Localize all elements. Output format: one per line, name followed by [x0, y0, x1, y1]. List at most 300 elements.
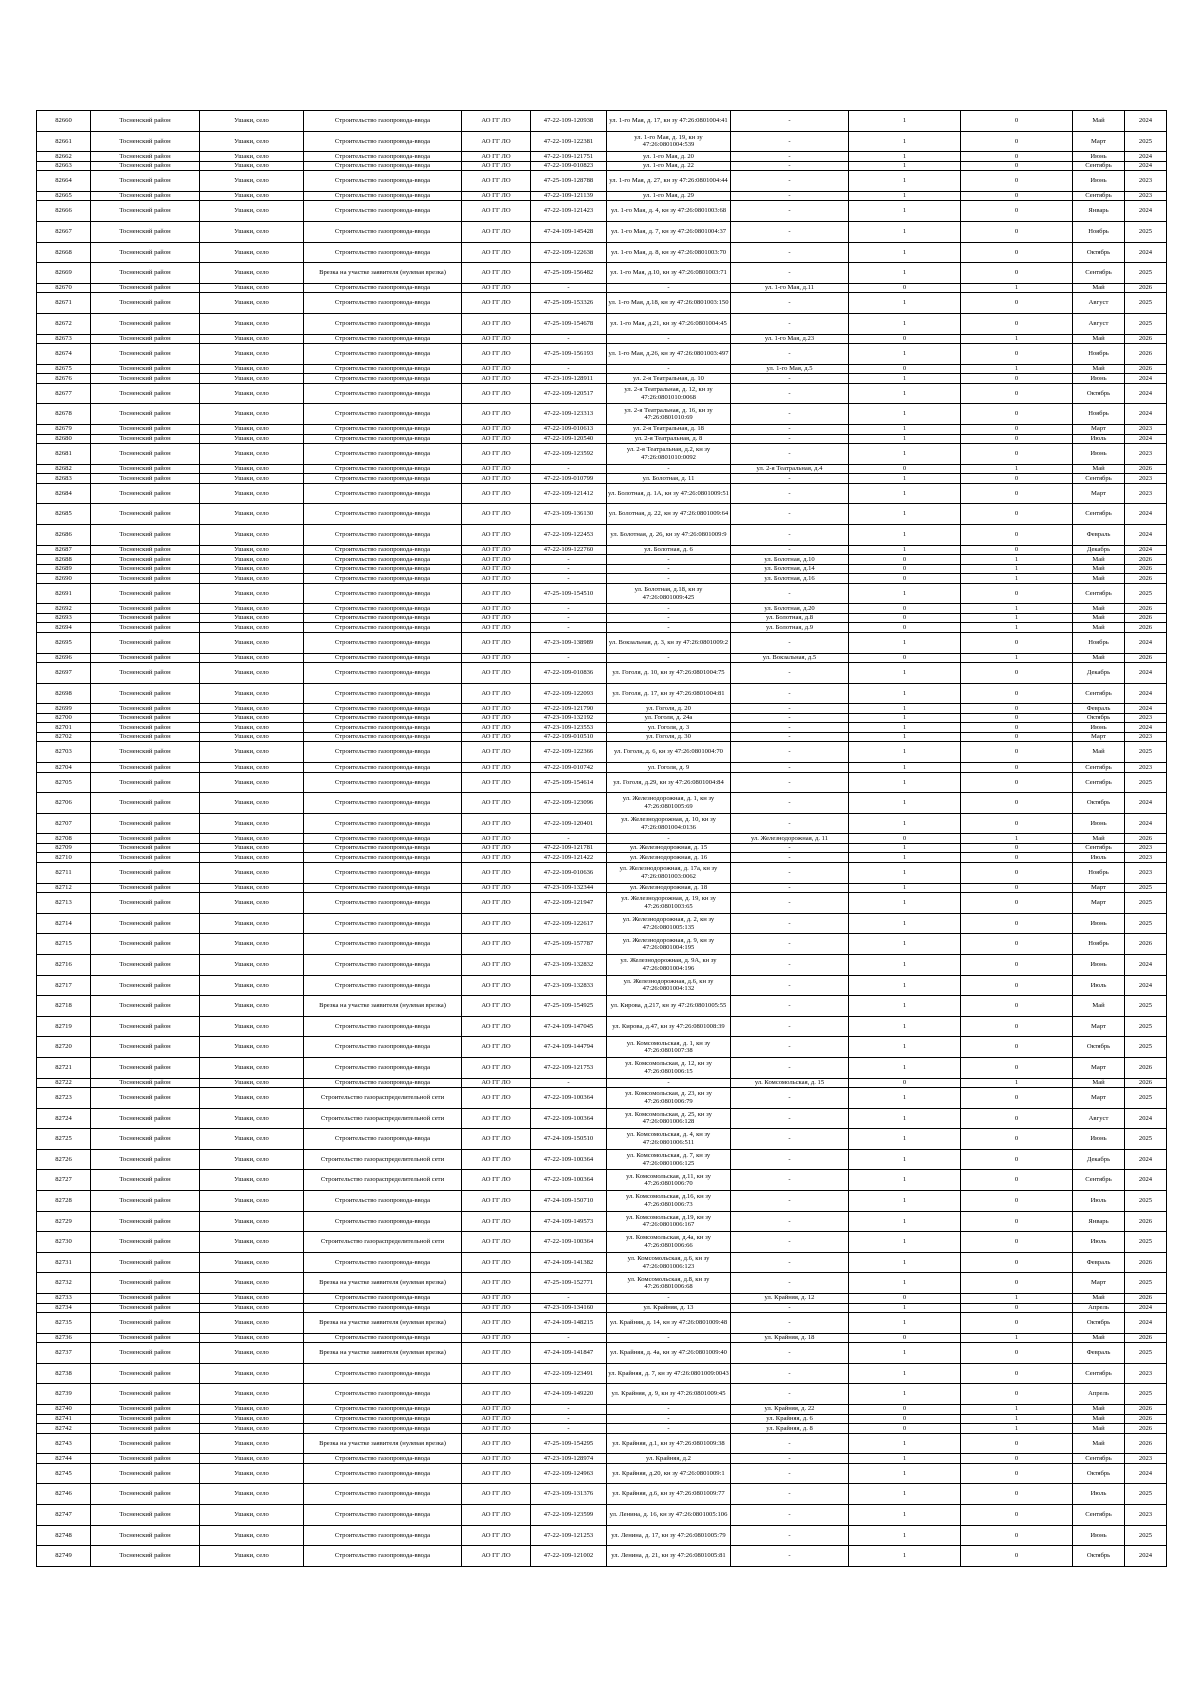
cell-count-planned: 0 — [961, 171, 1073, 192]
cell-year: 2023 — [1125, 424, 1167, 434]
cell-month: Июль — [1073, 853, 1125, 863]
cell-count-planned: 0 — [961, 1232, 1073, 1253]
table-row — [37, 201, 1167, 222]
cell-row-number: 82748 — [37, 1525, 91, 1546]
cell-address-cadastral: ул. Болотная, д. 26, кн зу 47:26:0801009:9 — [607, 524, 731, 545]
cell-work-type: Строительство газопровода-ввода — [304, 623, 462, 633]
cell-district: Тосненский район — [91, 545, 200, 555]
cell-application-number: - — [531, 1078, 607, 1088]
cell-month: Февраль — [1073, 704, 1125, 714]
cell-month: Май — [1073, 1433, 1125, 1454]
cell-address-cadastral: - — [607, 1424, 731, 1434]
cell-year: 2026 — [1125, 1293, 1167, 1303]
cell-row-number: 82669 — [37, 263, 91, 284]
cell-settlement: Ушаки, село — [200, 1363, 304, 1384]
cell-year: 2026 — [1125, 613, 1167, 623]
cell-address-planned: - — [731, 732, 849, 742]
cell-application-number: - — [531, 1405, 607, 1415]
cell-address-planned: - — [731, 913, 849, 934]
cell-month: Сентябрь — [1073, 772, 1125, 793]
cell-count-planned: 0 — [961, 843, 1073, 853]
cell-application-number: 47-22-109-123491 — [531, 1363, 607, 1384]
cell-row-number: 82691 — [37, 583, 91, 604]
cell-operator: АО ГГ ЛО — [462, 564, 531, 574]
cell-month: Март — [1073, 131, 1125, 152]
cell-month: Февраль — [1073, 1343, 1125, 1364]
cell-year: 2025 — [1125, 293, 1167, 314]
cell-application-number: - — [531, 834, 607, 844]
cell-count-contracted: 1 — [849, 161, 961, 171]
cell-count-planned: 0 — [961, 474, 1073, 484]
cell-operator: АО ГГ ЛО — [462, 1454, 531, 1464]
cell-work-type: Строительство газопровода-ввода — [304, 283, 462, 293]
cell-address-planned: - — [731, 434, 849, 444]
cell-month: Март — [1073, 1088, 1125, 1109]
cell-year: 2025 — [1125, 583, 1167, 604]
cell-row-number: 82708 — [37, 834, 91, 844]
cell-address-planned: - — [731, 374, 849, 384]
cell-count-planned: 0 — [961, 1252, 1073, 1273]
cell-address-planned: - — [731, 843, 849, 853]
cell-month: Октябрь — [1073, 1037, 1125, 1058]
cell-settlement: Ушаки, село — [200, 843, 304, 853]
cell-operator: АО ГГ ЛО — [462, 934, 531, 955]
cell-application-number: 47-22-109-124963 — [531, 1463, 607, 1484]
cell-year: 2025 — [1125, 131, 1167, 152]
cell-count-planned: 0 — [961, 152, 1073, 162]
cell-operator: АО ГГ ЛО — [462, 704, 531, 714]
cell-address-planned: - — [731, 1252, 849, 1273]
cell-month: Сентябрь — [1073, 191, 1125, 201]
cell-application-number: 47-23-109-134160 — [531, 1303, 607, 1313]
cell-work-type: Строительство газопровода-ввода — [304, 383, 462, 404]
table-row — [37, 383, 1167, 404]
cell-count-contracted: 1 — [849, 201, 961, 222]
cell-work-type: Строительство газопровода-ввода — [304, 763, 462, 773]
cell-address-cadastral: ул. Железнодорожная, д. 15 — [607, 843, 731, 853]
cell-month: Май — [1073, 1333, 1125, 1343]
cell-count-planned: 0 — [961, 853, 1073, 863]
cell-address-planned: - — [731, 713, 849, 723]
cell-work-type: Строительство газопровода-ввода — [304, 131, 462, 152]
cell-year: 2024 — [1125, 1303, 1167, 1313]
cell-operator: АО ГГ ЛО — [462, 1424, 531, 1434]
cell-address-cadastral: ул. 1-го Мая, д. 29 — [607, 191, 731, 201]
table-row — [37, 191, 1167, 201]
cell-application-number: 47-22-109-121002 — [531, 1546, 607, 1567]
cell-count-planned: 0 — [961, 383, 1073, 404]
cell-application-number: 47-22-109-123599 — [531, 1504, 607, 1525]
cell-work-type: Строительство газопровода-ввода — [304, 834, 462, 844]
cell-work-type: Строительство газопровода-ввода — [304, 1293, 462, 1303]
cell-count-planned: 0 — [961, 732, 1073, 742]
cell-address-planned: - — [731, 1129, 849, 1150]
cell-address-cadastral: ул. Гоголя, д. 30 — [607, 732, 731, 742]
cell-work-type: Строительство газопровода-ввода — [304, 1078, 462, 1088]
cell-count-contracted: 0 — [849, 555, 961, 565]
cell-row-number: 82680 — [37, 434, 91, 444]
table-row — [37, 1343, 1167, 1364]
cell-row-number: 82720 — [37, 1037, 91, 1058]
cell-settlement: Ушаки, село — [200, 1252, 304, 1273]
cell-year: 2026 — [1125, 574, 1167, 584]
cell-count-contracted: 1 — [849, 152, 961, 162]
cell-year: 2026 — [1125, 464, 1167, 474]
cell-count-contracted: 0 — [849, 1405, 961, 1415]
cell-row-number: 82714 — [37, 913, 91, 934]
table-row — [37, 813, 1167, 834]
cell-address-cadastral: ул. Железнодорожная, д. 16 — [607, 853, 731, 863]
cell-operator: АО ГГ ЛО — [462, 574, 531, 584]
cell-operator: АО ГГ ЛО — [462, 1057, 531, 1078]
cell-work-type: Строительство газопровода-ввода — [304, 293, 462, 314]
cell-address-cadastral: ул. Крайняя, д. 13 — [607, 1303, 731, 1313]
cell-address-cadastral: - — [607, 555, 731, 565]
cell-count-contracted: 0 — [849, 834, 961, 844]
cell-application-number: 47-22-109-100364 — [531, 1232, 607, 1253]
cell-row-number: 82681 — [37, 444, 91, 465]
cell-month: Декабрь — [1073, 545, 1125, 555]
cell-month: Март — [1073, 893, 1125, 914]
cell-row-number: 82733 — [37, 1293, 91, 1303]
cell-work-type: Строительство газопровода-ввода — [304, 742, 462, 763]
cell-address-planned: - — [731, 293, 849, 314]
cell-year: 2024 — [1125, 545, 1167, 555]
cell-operator: АО ГГ ЛО — [462, 545, 531, 555]
cell-row-number: 82724 — [37, 1108, 91, 1129]
cell-work-type: Врезка на участке заявителя (нулевая врезка) — [304, 1343, 462, 1364]
table-row — [37, 283, 1167, 293]
cell-address-cadastral: ул. Комсомольская, д.4а, кн зу 47:26:0801006:66 — [607, 1232, 731, 1253]
cell-settlement: Ушаки, село — [200, 632, 304, 653]
cell-operator: АО ГГ ЛО — [462, 1463, 531, 1484]
cell-count-planned: 0 — [961, 434, 1073, 444]
cell-address-cadastral: ул. 1-го Мая, д.26, кн зу 47:26:0801003:497 — [607, 344, 731, 365]
table-row — [37, 834, 1167, 844]
cell-operator: АО ГГ ЛО — [462, 1232, 531, 1253]
cell-address-cadastral: ул. Гоголя, д. 6, кн зу 47:26:0801004:70 — [607, 742, 731, 763]
table-row — [37, 843, 1167, 853]
cell-address-planned: - — [731, 1057, 849, 1078]
table-row — [37, 1252, 1167, 1273]
cell-application-number: 47-25-109-154925 — [531, 996, 607, 1017]
cell-row-number: 82703 — [37, 742, 91, 763]
cell-count-planned: 0 — [961, 263, 1073, 284]
cell-count-planned: 0 — [961, 713, 1073, 723]
cell-month: Май — [1073, 364, 1125, 374]
cell-settlement: Ушаки, село — [200, 583, 304, 604]
table-row — [37, 313, 1167, 334]
cell-settlement: Ушаки, село — [200, 374, 304, 384]
table-row — [37, 334, 1167, 344]
cell-year: 2026 — [1125, 623, 1167, 633]
table-row — [37, 222, 1167, 243]
cell-application-number: 47-22-109-010636 — [531, 863, 607, 884]
cell-work-type: Строительство газораспределительной сети — [304, 1088, 462, 1109]
cell-row-number: 82746 — [37, 1484, 91, 1505]
table-row — [37, 653, 1167, 663]
cell-row-number: 82707 — [37, 813, 91, 834]
cell-address-planned: - — [731, 545, 849, 555]
cell-address-cadastral: ул. Комсомольская, д. 7, кн зу 47:26:0801006:125 — [607, 1149, 731, 1170]
cell-application-number: 47-22-109-120401 — [531, 813, 607, 834]
cell-row-number: 82716 — [37, 954, 91, 975]
cell-district: Тосненский район — [91, 313, 200, 334]
cell-work-type: Строительство газопровода-ввода — [304, 201, 462, 222]
table-row — [37, 483, 1167, 504]
cell-count-planned: 0 — [961, 1108, 1073, 1129]
cell-work-type: Строительство газопровода-ввода — [304, 954, 462, 975]
cell-month: Сентябрь — [1073, 683, 1125, 704]
cell-address-cadastral: ул. Гоголя, д. 3 — [607, 723, 731, 733]
cell-application-number: 47-22-109-121412 — [531, 483, 607, 504]
cell-address-cadastral: ул. Комсомольская, д.19, кн зу 47:26:0801006:167 — [607, 1211, 731, 1232]
cell-operator: АО ГГ ЛО — [462, 853, 531, 863]
cell-settlement: Ушаки, село — [200, 504, 304, 525]
cell-work-type: Строительство газопровода-ввода — [304, 1057, 462, 1078]
cell-work-type: Строительство газопровода-ввода — [304, 545, 462, 555]
cell-count-planned: 1 — [961, 1414, 1073, 1424]
cell-district: Тосненский район — [91, 344, 200, 365]
cell-operator: АО ГГ ЛО — [462, 1211, 531, 1232]
cell-work-type: Строительство газопровода-ввода — [304, 732, 462, 742]
cell-address-cadastral: - — [607, 564, 731, 574]
cell-application-number: 47-23-109-138989 — [531, 632, 607, 653]
cell-operator: АО ГГ ЛО — [462, 863, 531, 884]
cell-count-planned: 0 — [961, 1484, 1073, 1505]
cell-count-contracted: 1 — [849, 263, 961, 284]
cell-district: Тосненский район — [91, 1313, 200, 1334]
cell-settlement: Ушаки, село — [200, 1149, 304, 1170]
cell-district: Тосненский район — [91, 1546, 200, 1567]
cell-district: Тосненский район — [91, 1149, 200, 1170]
cell-row-number: 82698 — [37, 683, 91, 704]
table-row — [37, 1405, 1167, 1415]
cell-application-number: 47-22-109-100364 — [531, 1088, 607, 1109]
cell-count-contracted: 1 — [849, 1232, 961, 1253]
cell-count-planned: 0 — [961, 683, 1073, 704]
cell-operator: АО ГГ ЛО — [462, 152, 531, 162]
cell-month: Сентябрь — [1073, 263, 1125, 284]
cell-settlement: Ушаки, село — [200, 913, 304, 934]
cell-operator: АО ГГ ЛО — [462, 191, 531, 201]
cell-month: Май — [1073, 834, 1125, 844]
cell-settlement: Ушаки, село — [200, 555, 304, 565]
cell-address-cadastral: ул. Болотная, д. 1А, кн зу 47:26:0801009:51 — [607, 483, 731, 504]
cell-month: Июль — [1073, 1232, 1125, 1253]
cell-month: Июнь — [1073, 171, 1125, 192]
cell-district: Тосненский район — [91, 1384, 200, 1405]
cell-operator: АО ГГ ЛО — [462, 663, 531, 684]
cell-count-contracted: 1 — [849, 374, 961, 384]
cell-operator: АО ГГ ЛО — [462, 334, 531, 344]
cell-settlement: Ушаки, село — [200, 171, 304, 192]
cell-row-number: 82705 — [37, 772, 91, 793]
cell-application-number: 47-24-109-150510 — [531, 1129, 607, 1150]
cell-address-cadastral: ул. Крайняя, д. 7, кн зу 47:26:0801009:0043 — [607, 1363, 731, 1384]
cell-count-contracted: 1 — [849, 632, 961, 653]
cell-year: 2026 — [1125, 1405, 1167, 1415]
cell-address-planned: - — [731, 1313, 849, 1334]
table-row — [37, 853, 1167, 863]
cell-district: Тосненский район — [91, 564, 200, 574]
cell-address-planned: - — [731, 1384, 849, 1405]
cell-settlement: Ушаки, село — [200, 742, 304, 763]
cell-count-contracted: 1 — [849, 704, 961, 714]
cell-count-contracted: 1 — [849, 545, 961, 555]
cell-work-type: Строительство газопровода-ввода — [304, 464, 462, 474]
cell-application-number: 47-22-109-010742 — [531, 763, 607, 773]
cell-address-planned: - — [731, 1363, 849, 1384]
cell-address-planned: ул. 1-го Мая, д.11 — [731, 283, 849, 293]
cell-row-number: 82693 — [37, 613, 91, 623]
cell-count-contracted: 0 — [849, 334, 961, 344]
cell-address-cadastral: ул. 1-го Мая, д. 7, кн зу 47:26:0801004:37 — [607, 222, 731, 243]
cell-count-contracted: 1 — [849, 763, 961, 773]
cell-month: Июнь — [1073, 374, 1125, 384]
table-row — [37, 1303, 1167, 1313]
cell-row-number: 82664 — [37, 171, 91, 192]
cell-address-cadastral: ул. Железнодорожная, д.6, кн зу 47:26:0801004:132 — [607, 975, 731, 996]
cell-operator: АО ГГ ЛО — [462, 742, 531, 763]
cell-count-contracted: 1 — [849, 843, 961, 853]
cell-year: 2024 — [1125, 374, 1167, 384]
cell-settlement: Ушаки, село — [200, 893, 304, 914]
cell-address-cadastral: ул. Комсомольская, д.6, кн зу 47:26:0801006:123 — [607, 1252, 731, 1273]
cell-row-number: 82671 — [37, 293, 91, 314]
cell-count-planned: 1 — [961, 1293, 1073, 1303]
cell-settlement: Ушаки, село — [200, 613, 304, 623]
cell-application-number: 47-24-109-149573 — [531, 1211, 607, 1232]
cell-settlement: Ушаки, село — [200, 404, 304, 425]
cell-address-planned: - — [731, 763, 849, 773]
cell-count-planned: 1 — [961, 653, 1073, 663]
cell-operator: АО ГГ ЛО — [462, 1333, 531, 1343]
cell-address-planned: - — [731, 1191, 849, 1212]
cell-row-number: 82665 — [37, 191, 91, 201]
cell-count-contracted: 1 — [849, 683, 961, 704]
cell-row-number: 82742 — [37, 1424, 91, 1434]
cell-count-contracted: 1 — [849, 996, 961, 1017]
cell-month: Сентябрь — [1073, 1504, 1125, 1525]
cell-count-planned: 0 — [961, 1016, 1073, 1037]
cell-work-type: Строительство газопровода-ввода — [304, 813, 462, 834]
cell-settlement: Ушаки, село — [200, 723, 304, 733]
cell-row-number: 82737 — [37, 1343, 91, 1364]
cell-operator: АО ГГ ЛО — [462, 1016, 531, 1037]
cell-count-planned: 0 — [961, 504, 1073, 525]
cell-settlement: Ушаки, село — [200, 704, 304, 714]
cell-work-type: Строительство газопровода-ввода — [304, 613, 462, 623]
cell-year: 2025 — [1125, 1484, 1167, 1505]
cell-address-cadastral: - — [607, 464, 731, 474]
cell-month: Июнь — [1073, 954, 1125, 975]
cell-application-number: 47-23-109-128974 — [531, 1454, 607, 1464]
cell-year: 2024 — [1125, 152, 1167, 162]
cell-year: 2023 — [1125, 843, 1167, 853]
cell-count-contracted: 1 — [849, 1546, 961, 1567]
cell-year: 2023 — [1125, 853, 1167, 863]
cell-row-number: 82731 — [37, 1252, 91, 1273]
cell-work-type: Строительство газопровода-ввода — [304, 483, 462, 504]
cell-year: 2026 — [1125, 1211, 1167, 1232]
cell-address-planned: - — [731, 934, 849, 955]
cell-address-planned: - — [731, 663, 849, 684]
cell-settlement: Ушаки, село — [200, 1057, 304, 1078]
table-row — [37, 1088, 1167, 1109]
cell-row-number: 82685 — [37, 504, 91, 525]
cell-row-number: 82710 — [37, 853, 91, 863]
cell-address-cadastral: ул. Крайняя, д. 4а, кн зу 47:26:0801009:40 — [607, 1343, 731, 1364]
cell-application-number: 47-23-109-132344 — [531, 883, 607, 893]
cell-address-planned: - — [731, 222, 849, 243]
cell-district: Тосненский район — [91, 334, 200, 344]
cell-settlement: Ушаки, село — [200, 424, 304, 434]
cell-operator: АО ГГ ЛО — [462, 313, 531, 334]
cell-address-cadastral: - — [607, 653, 731, 663]
cell-count-planned: 0 — [961, 1384, 1073, 1405]
cell-row-number: 82678 — [37, 404, 91, 425]
cell-count-planned: 1 — [961, 283, 1073, 293]
table-row — [37, 732, 1167, 742]
cell-application-number: 47-24-109-141382 — [531, 1252, 607, 1273]
cell-month: Февраль — [1073, 1252, 1125, 1273]
table-row — [37, 913, 1167, 934]
cell-district: Тосненский район — [91, 1454, 200, 1464]
cell-month: Октябрь — [1073, 1546, 1125, 1567]
cell-settlement: Ушаки, село — [200, 242, 304, 263]
cell-count-contracted: 1 — [849, 793, 961, 814]
cell-month: Июнь — [1073, 152, 1125, 162]
cell-count-planned: 0 — [961, 201, 1073, 222]
cell-district: Тосненский район — [91, 152, 200, 162]
cell-operator: АО ГГ ЛО — [462, 632, 531, 653]
cell-address-planned: - — [731, 893, 849, 914]
cell-address-cadastral: ул. Железнодорожная, д. 2, кн зу 47:26:0801005:135 — [607, 913, 731, 934]
cell-count-contracted: 1 — [849, 723, 961, 733]
cell-address-cadastral: ул. 1-го Мая, д.21, кн зу 47:26:0801004:45 — [607, 313, 731, 334]
cell-operator: АО ГГ ЛО — [462, 424, 531, 434]
cell-count-planned: 0 — [961, 524, 1073, 545]
cell-operator: АО ГГ ЛО — [462, 1546, 531, 1567]
cell-count-planned: 0 — [961, 111, 1073, 132]
cell-operator: АО ГГ ЛО — [462, 1037, 531, 1058]
cell-operator: АО ГГ ЛО — [462, 383, 531, 404]
cell-count-contracted: 1 — [849, 583, 961, 604]
cell-year: 2025 — [1125, 772, 1167, 793]
cell-month: Май — [1073, 742, 1125, 763]
cell-address-cadastral: - — [607, 1333, 731, 1343]
cell-month: Май — [1073, 283, 1125, 293]
cell-count-planned: 0 — [961, 1273, 1073, 1294]
cell-month: Май — [1073, 1078, 1125, 1088]
cell-application-number: 47-25-109-157787 — [531, 934, 607, 955]
cell-address-cadastral: - — [607, 334, 731, 344]
cell-count-contracted: 1 — [849, 1191, 961, 1212]
cell-application-number: 47-24-109-144794 — [531, 1037, 607, 1058]
cell-district: Тосненский район — [91, 1424, 200, 1434]
cell-work-type: Строительство газопровода-ввода — [304, 583, 462, 604]
cell-month: Июнь — [1073, 813, 1125, 834]
cell-settlement: Ушаки, село — [200, 344, 304, 365]
table-row — [37, 742, 1167, 763]
cell-year: 2024 — [1125, 383, 1167, 404]
cell-count-planned: 1 — [961, 555, 1073, 565]
cell-address-cadastral: ул. 2-я Театральная, д. 18 — [607, 424, 731, 434]
cell-application-number: 47-25-109-154295 — [531, 1433, 607, 1454]
cell-row-number: 82740 — [37, 1405, 91, 1415]
cell-count-planned: 0 — [961, 893, 1073, 914]
